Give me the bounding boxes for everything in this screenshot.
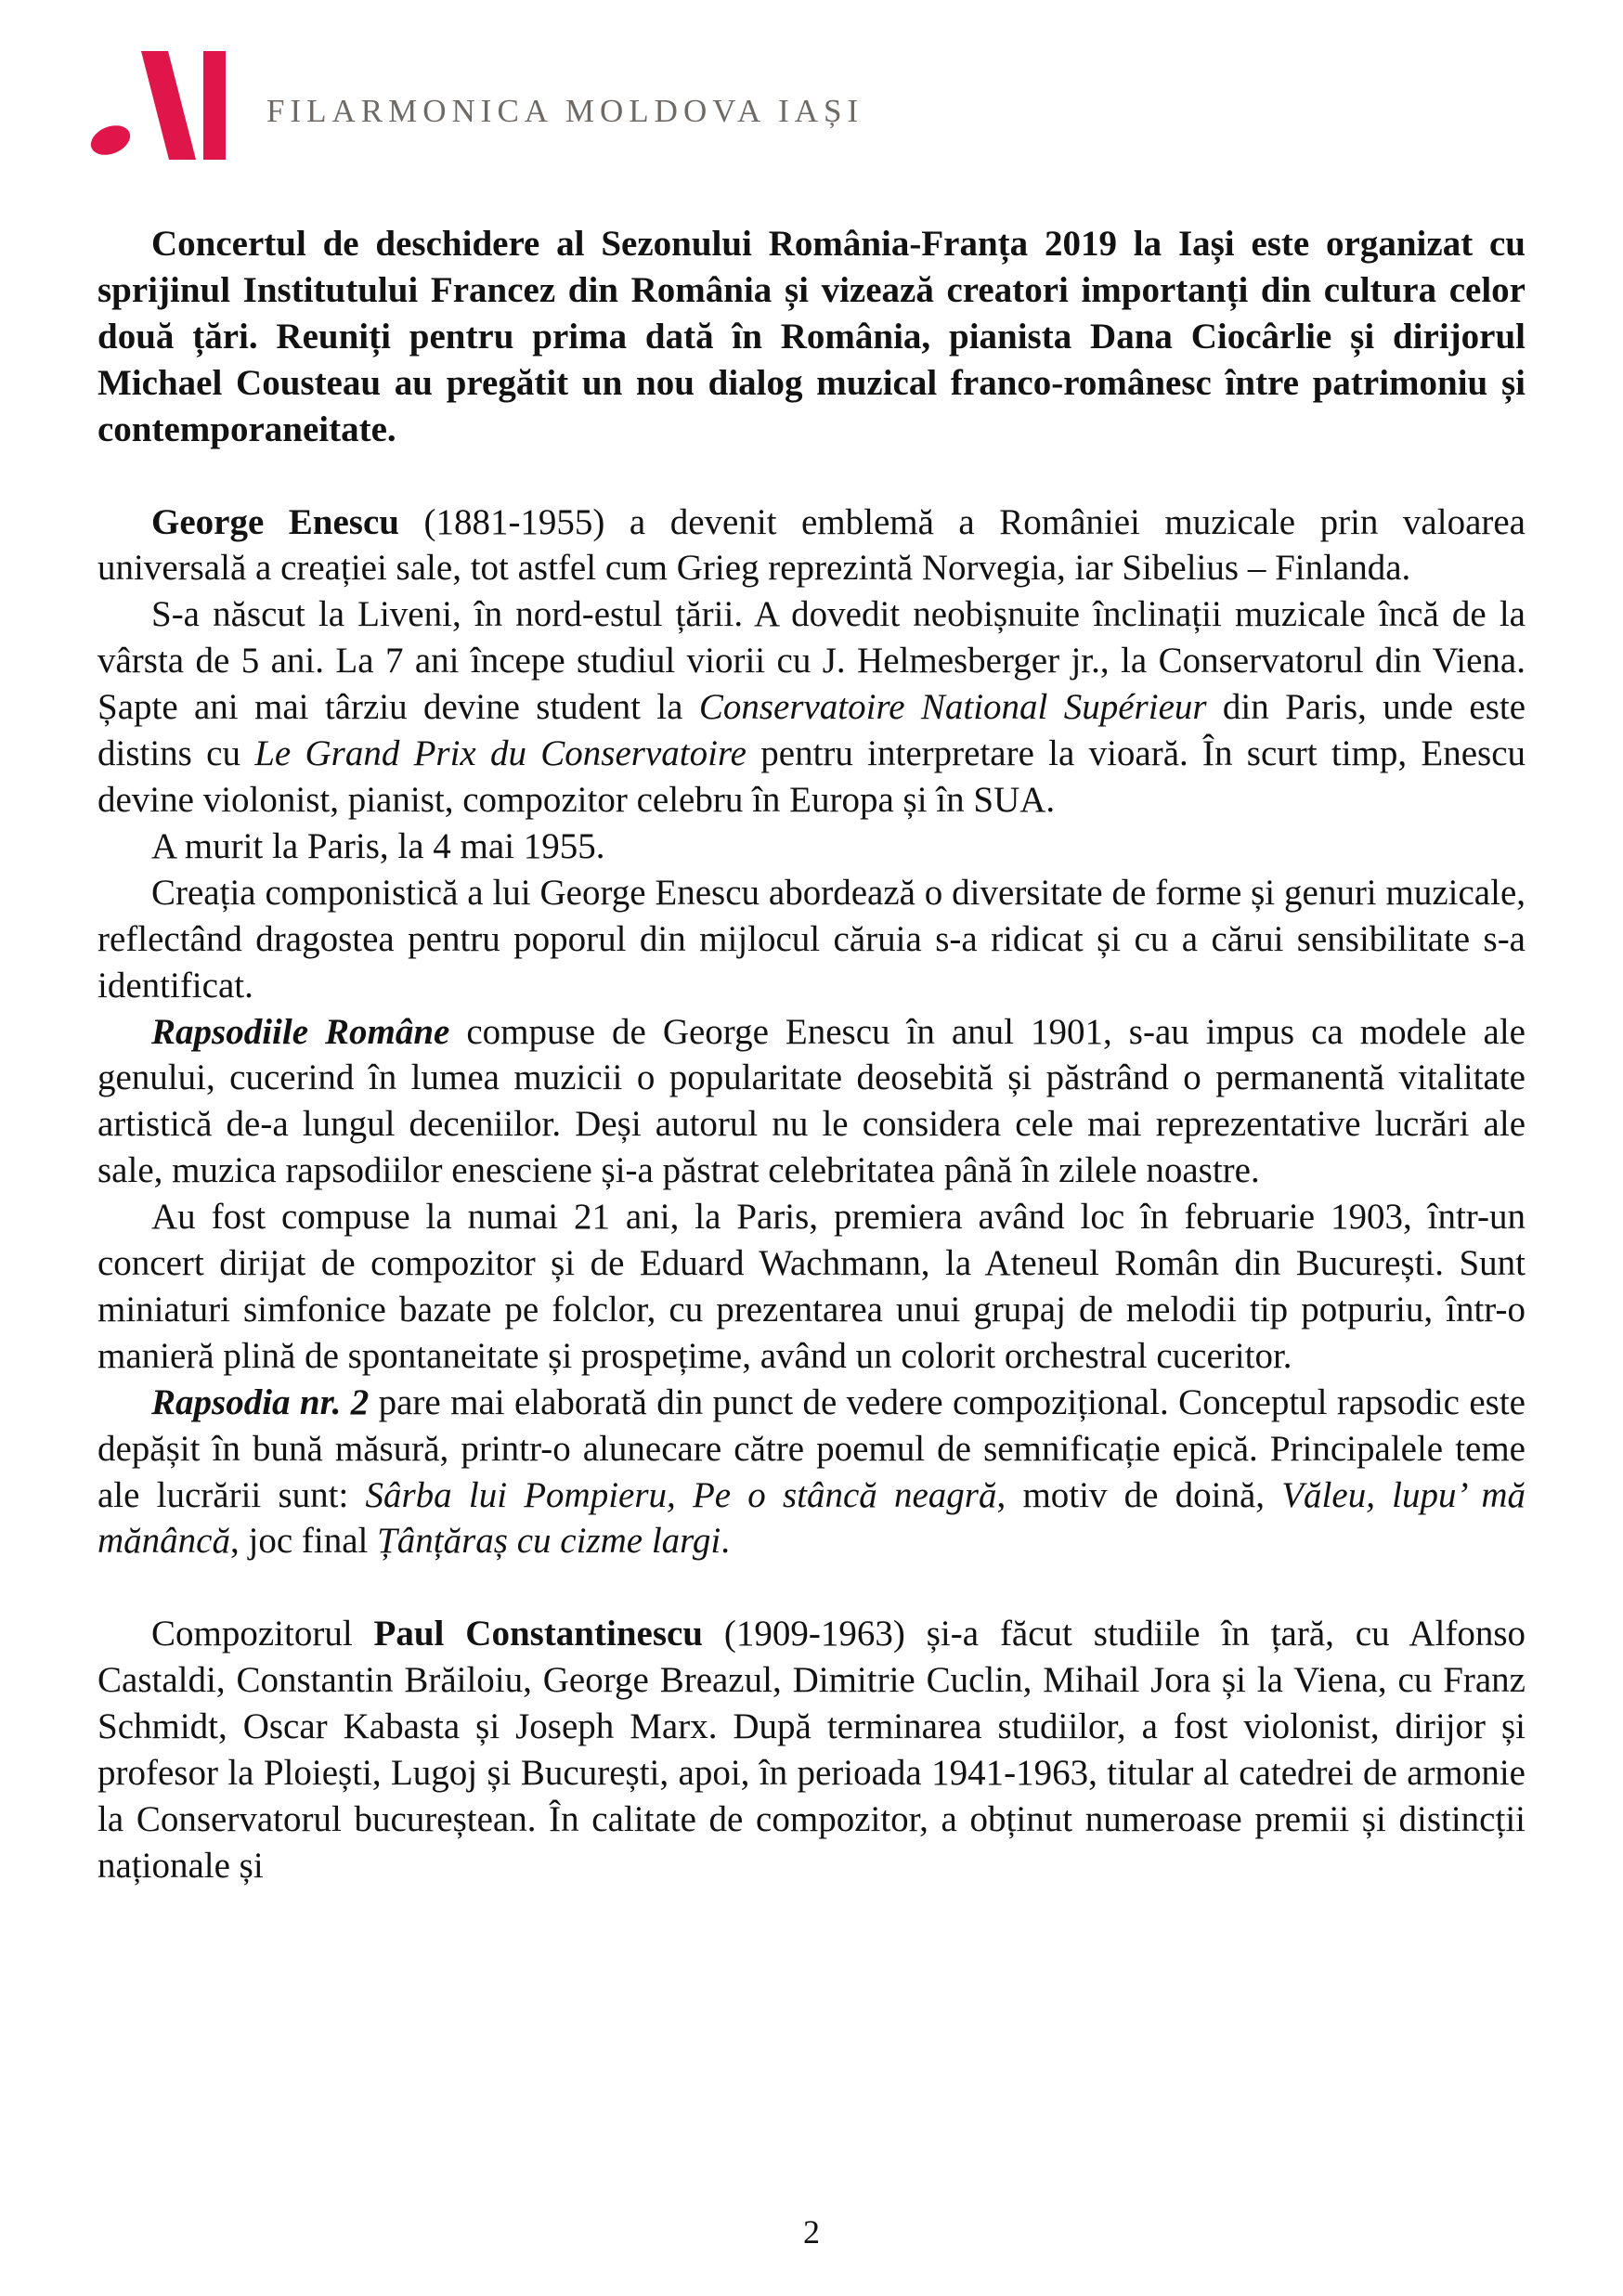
- text-run: Concertul de deschidere al Sezonului România-Franța 2019 la Iași este organizat cu sprijinul Institutului Francez din România și vizează creatori importanți din cultura celor două țări. Reuniți pentru prima dată în România, pianista Dana Ciocârlie și dirijorul Michael Cousteau au pregătit un nou dialog muzical franco-românesc între patrimoniu și contemporaneitate.: [97, 224, 1526, 449]
- intro-paragraph: [97, 221, 1526, 453]
- text-run: compuse de George Enescu în anul 1901, s-au impus ca modele ale genului, cucerind în lumea muzicii o popularitate deosebită și păstrând o permanentă vitalitate artistică de-a lungul deceniilor. Deși autorul nu le considera cele mai reprezentative lucrări ale sale, muzica rapsodiilor enesciene și-a păstrat celebritatea până în zilele noastre.: [97, 1011, 1526, 1191]
- text-run: Creația componistică a lui George Enescu abordează o diversitate de forme și genuri muzicale, reflectând dragostea pentru poporul din mijlocul căruia s-a ridicat și cu a cărui sensibilitate s-a identificat.: [97, 872, 1526, 1005]
- text-run: Paul Constantinescu: [373, 1614, 724, 1654]
- text-run: Au fost compuse la numai 21 ani, la Paris, premiera având loc în februarie 1903, într-un concert dirijat de compozitor și de Eduard Wachmann, la Ateneul Român din București. Sunt miniaturi simfonice bazate pe folclor, cu prezentarea unui grupaj de melodii tip potpuriu, într-o manieră plină de spontaneitate și prospețime, având un colorit orchestral cuceritor.: [97, 1197, 1526, 1376]
- enescu-lead-paragraph: [97, 499, 1526, 592]
- text-run: A murit la Paris, la 4 mai 1955.: [151, 825, 605, 866]
- text-run: Văleu, lupu’ mă mănâncă: [97, 1474, 1526, 1562]
- text-run: pare mai elaborată din punct de vedere compozițional. Conceptul rapsodic este depășit în bună măsură, printr-o alunecare către poemul de semnificație epică. Principalele teme ale lucrării sunt:: [97, 1381, 1526, 1515]
- text-run: S-a născut la Liveni, în nord-estul țării. A dovedit neobișnuite înclinații muzicale încă de la vârsta de 5 ani. La 7 ani începe studiul viorii cu J. Helmesberger jr., la Conservatorul din Viena. Șapte ani mai târziu devine student la: [97, 594, 1526, 728]
- filarmonica-logo-icon: [88, 51, 227, 160]
- text-run: Le Grand Prix du Conservatoire: [254, 733, 747, 774]
- text-run: Compozitorul: [151, 1614, 374, 1654]
- page-header: [88, 51, 863, 160]
- enescu-works-paragraph: [97, 870, 1526, 1009]
- constantinescu-paragraph: [97, 1611, 1526, 1888]
- document-body: [97, 221, 1526, 1889]
- text-run: , motiv de doină,: [996, 1474, 1282, 1515]
- text-run: .: [721, 1521, 730, 1562]
- rapsodii-premiere-paragraph: [97, 1194, 1526, 1380]
- text-run: , joc final: [229, 1521, 378, 1562]
- enescu-biography-paragraph: [97, 591, 1526, 824]
- text-run: pentru interpretare la vioară. În scurt timp, Enescu devine violonist, pianist, compozitor celebru în Europa și în SUA.: [97, 733, 1526, 820]
- text-run: Țânțăraș cu cizme largi: [377, 1521, 721, 1562]
- page-number: 2: [803, 2213, 820, 2251]
- text-run: Rapsodia nr. 2: [151, 1381, 379, 1422]
- enescu-death-paragraph: [97, 824, 1526, 870]
- text-run: Sârba lui Pompieru, Pe o stâncă neagră: [365, 1474, 997, 1515]
- text-run: Conservatoire National Supérieur: [698, 687, 1207, 728]
- brand-title: FILARMONICA MOLDOVA IAȘI: [266, 92, 864, 129]
- text-run: (1909-1963) și-a făcut studiile în țară, cu Alfonso Castaldi, Constantin Brăiloiu, George Breazul, Dimitrie Cuclin, Mihail Jora și la Viena, cu Franz Schmidt, Oscar Kabasta și Joseph Marx. După terminarea studiilor, a fost violonist, dirijor și profesor la Ploiești, Lugoj și București, apoi, în perioada 1941-1963, titular al catedrei de armonie la Conservatorul bucureștean. În calitate de compozitor, a obținut numeroase premii și distincții naționale și: [97, 1614, 1526, 1886]
- rapsodii-paragraph: [97, 1009, 1526, 1195]
- text-run: George Enescu: [151, 501, 424, 542]
- text-run: (1881-1955) a devenit emblemă a României muzicale prin valoarea universală a creației sale, tot astfel cum Grieg reprezintă Norvegia, iar Sibelius – Finlanda.: [97, 501, 1526, 589]
- rapsodia-2-paragraph: [97, 1380, 1526, 1565]
- text-run: din Paris, unde este distins cu: [97, 687, 1526, 774]
- text-run: Rapsodiile Române: [151, 1011, 467, 1052]
